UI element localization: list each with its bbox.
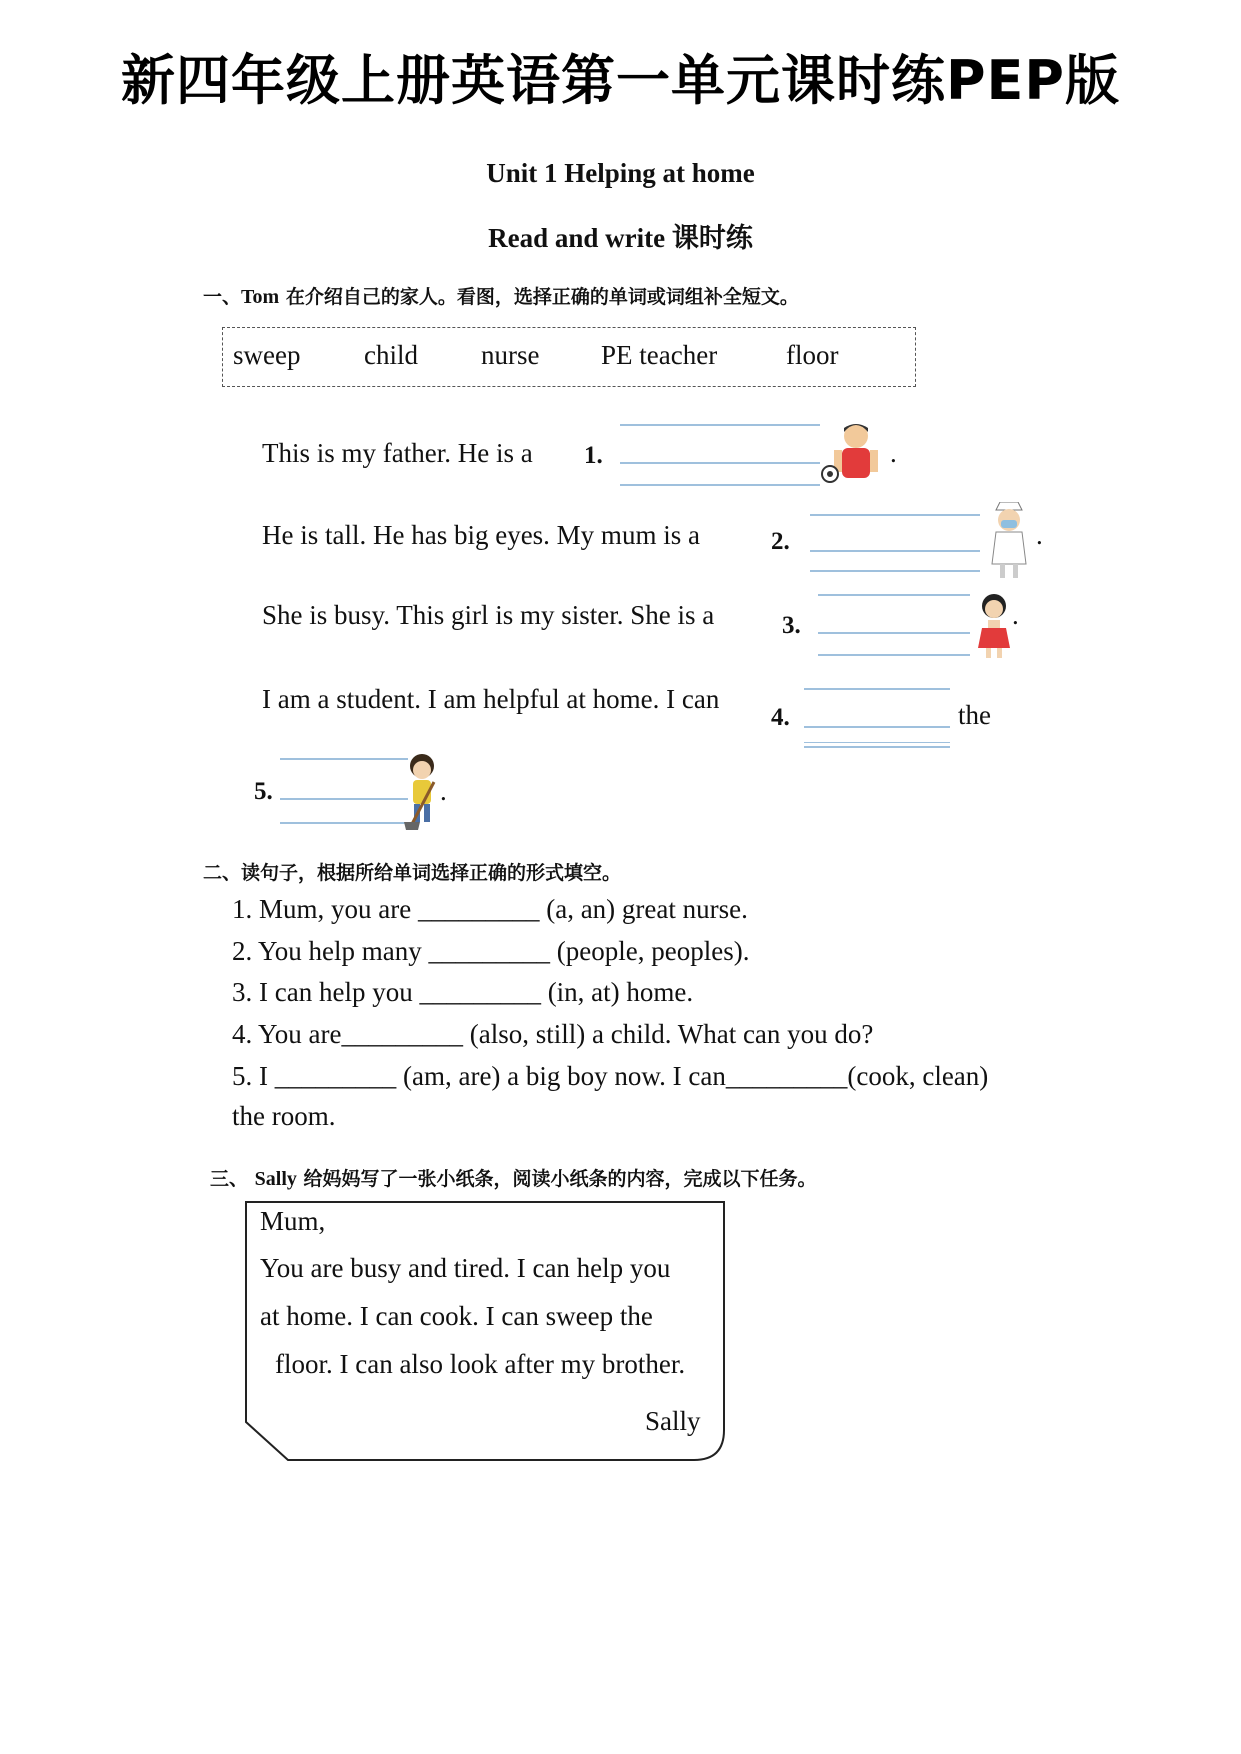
word-bank	[222, 327, 916, 387]
note-line-4: floor. I can also look after my brother.	[275, 1349, 686, 1379]
note-line-1: Mum,	[260, 1206, 326, 1236]
note-line-3: at home. I can cook. I can sweep the	[260, 1301, 653, 1331]
answer-blank-2[interactable]	[810, 514, 1010, 574]
father-pe-teacher-picture	[820, 420, 900, 490]
period-2: .	[1036, 520, 1043, 550]
question-3: 3. I can help you _________ (in, at) home.	[232, 977, 694, 1007]
blank-number-3: 3.	[782, 612, 801, 639]
answer-blank-1[interactable]	[620, 424, 820, 484]
section1-heading-num: 一、	[203, 286, 242, 308]
blank-number-1: 1.	[584, 442, 603, 469]
blank-number-4: 4.	[771, 704, 790, 731]
note-line-2: You are busy and tired. I can help you	[260, 1253, 671, 1283]
section1-heading	[203, 282, 799, 309]
mum-nurse-picture	[984, 502, 1034, 582]
blank-number-5: 5.	[254, 778, 273, 805]
passage-sentence-4: I am a student. I am helpful at home. I can	[262, 684, 720, 714]
section1-heading-text: 在介绍自己的家人。看图，选择正确的单词或词组补全短文。	[285, 286, 799, 308]
unit-title: Unit 1 Helping at home	[486, 158, 755, 188]
question-5: 5. I _________ (am, are) a big boy now. I can_________(cook, clean)	[232, 1061, 989, 1091]
question-5-continued: the room.	[232, 1101, 336, 1131]
lesson-title: Read and write 课时练	[488, 223, 753, 253]
section3-heading-latin: Sally	[254, 1168, 297, 1190]
question-2: 2. You help many _________ (people, peoples).	[232, 936, 750, 966]
passage-sentence-2: He is tall. He has big eyes. My mum is a	[262, 520, 700, 550]
section3-heading-text: 给妈妈写了一张小纸条，阅读小纸条的内容，完成以下任务。	[303, 1168, 817, 1190]
period-3: .	[1012, 600, 1019, 630]
question-1: 1. Mum, you are _________ (a, an) great nurse.	[232, 894, 748, 924]
section2-heading: 二、读句子，根据所给单词选择正确的形式填空。	[203, 862, 622, 884]
word-bank-item: PE teacher	[601, 340, 718, 370]
answer-blank-5[interactable]	[280, 758, 480, 818]
period-1: .	[890, 438, 897, 468]
sister-child-picture	[972, 592, 1016, 662]
passage-sentence-1: This is my father. He is a	[262, 438, 533, 468]
question-4: 4. You are_________ (also, still) a child. What can you do?	[232, 1019, 874, 1049]
period-5: .	[440, 776, 447, 806]
page-title: 新四年级上册英语第一单元课时练PEP版	[120, 49, 1121, 112]
passage-sentence-3: She is busy. This girl is my sister. She is a	[262, 600, 715, 630]
section3-heading	[210, 1164, 817, 1191]
word-bank-item: child	[364, 340, 418, 370]
word-bank-item: nurse	[481, 340, 540, 370]
word-bank-item: floor	[786, 340, 839, 370]
section3-heading-num: 三、	[210, 1168, 249, 1190]
note-signature: Sally	[645, 1406, 701, 1436]
word-bank-item: sweep	[233, 340, 301, 370]
after-blank-4-text: the	[958, 700, 991, 730]
section1-heading-latin: Tom	[241, 286, 280, 308]
blank-number-2: 2.	[771, 528, 790, 555]
